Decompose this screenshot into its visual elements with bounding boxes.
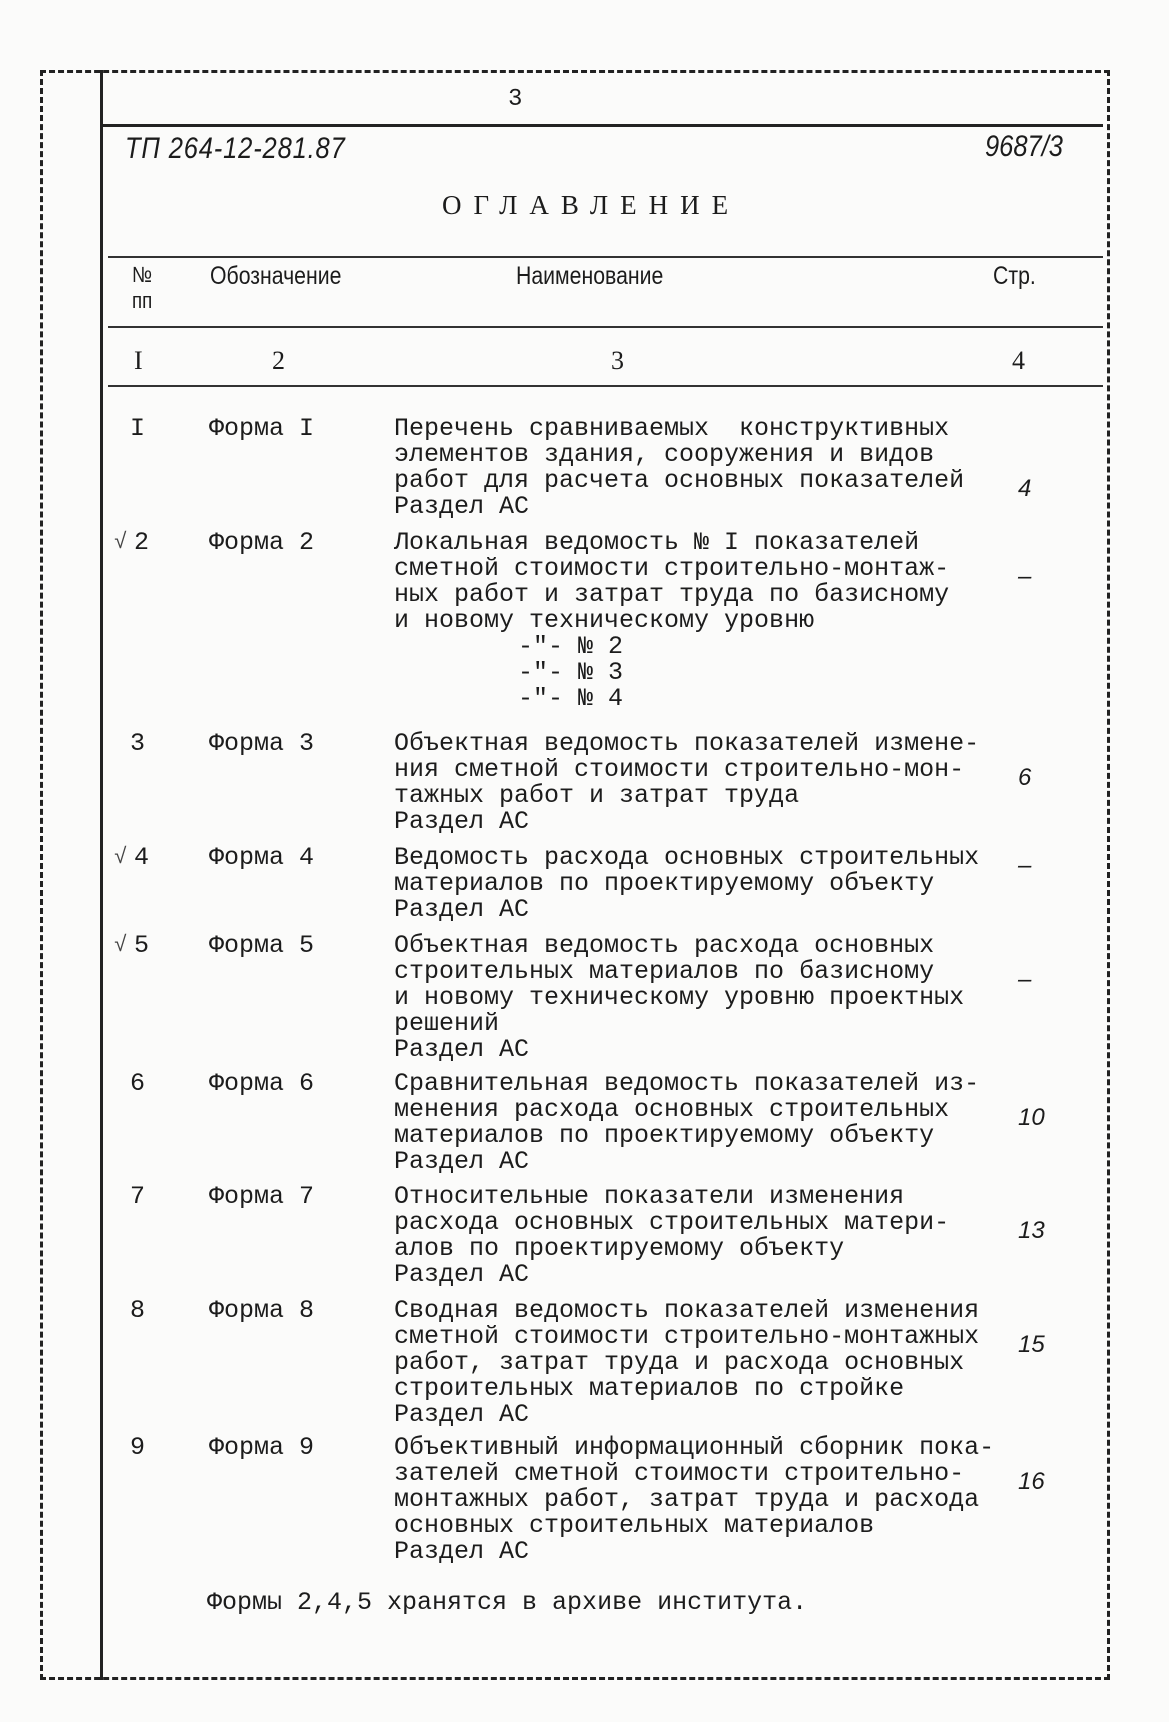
name-line: строительных материалов по стройке [394,1374,905,1403]
name-line: Раздел АС [394,1035,530,1064]
row-designation: Форма 4 [209,843,315,872]
name-line: Раздел АС [394,1147,530,1176]
header-bottom-rule [108,326,1103,328]
row-name [394,530,949,712]
name-line: сметной стоимости строительно-монтаж- [394,554,950,583]
row-page: 6 [1018,764,1032,791]
row-designation: Форма 2 [209,528,315,557]
row-name [394,416,964,520]
name-line: монтажных работ, затрат труда и расхода [394,1485,980,1514]
row-number: 4 [134,843,150,872]
page-number: 3 [508,86,523,113]
row-number: 8 [130,1296,146,1325]
row-page: 13 [1018,1217,1045,1244]
row-designation: Форма 3 [209,729,315,758]
name-line: работ для расчета основных показателей [394,466,965,495]
name-line: Объектная ведомость расхода основных [394,931,935,960]
name-line: Сводная ведомость показателей изменения [394,1296,980,1325]
name-line: решений [394,1009,500,1038]
checkmark-icon: √ [114,845,128,870]
row-designation: Форма 8 [209,1296,315,1325]
row-designation: Форма 5 [209,931,315,960]
header-num: № пп [132,262,153,313]
name-line: тажных работ и затрат труда [394,781,800,810]
name-line: Раздел АС [394,895,530,924]
column-number: I [134,346,143,375]
name-line: Перечень сравниваемых конструктивных [394,414,950,443]
name-line: алов по проектируемому объекту [394,1234,845,1263]
row-number: 6 [130,1069,146,1098]
name-line: расхода основных строительных матери- [394,1208,950,1237]
name-line: и новому техническому уровню проектных [394,983,965,1012]
name-line: элементов здания, сооружения и видов [394,440,935,469]
row-designation: Форма 7 [209,1182,315,1211]
row-name [394,1071,979,1175]
name-line: Сравнительная ведомость показателей из- [394,1069,980,1098]
name-line: ния сметной стоимости строительно-мон- [394,755,965,784]
table-top-rule [108,256,1103,258]
row-page: 10 [1018,1104,1045,1131]
row-name [394,1298,979,1428]
name-line: сметной стоимости строительно-монтажных [394,1322,980,1351]
column-number: 4 [1012,346,1025,375]
row-page: 16 [1018,1468,1045,1495]
name-line: Раздел АС [394,1537,530,1566]
ditto-line: -"- № 3 [518,658,624,687]
name-line: Относительные показатели изменения [394,1182,905,1211]
row-name [394,1184,949,1288]
name-line: основных строительных материалов [394,1511,875,1540]
sheet-reference: 9687/3 [985,130,1064,163]
checkmark-icon: √ [114,933,128,958]
row-designation: Форма 6 [209,1069,315,1098]
row-page: – [1018,563,1032,590]
name-line: зателей сметной стоимости строительно- [394,1459,965,1488]
name-line: работ, затрат труда и расхода основных [394,1348,965,1377]
name-line: Объективный информационный сборник пока- [394,1433,995,1462]
name-line: ных работ и затрат труда по базисному [394,580,950,609]
row-name [394,1435,994,1565]
row-designation: Форма I [209,414,315,443]
checkmark-icon: √ [114,530,128,555]
ditto-line: -"- № 4 [518,684,624,713]
row-number: 3 [130,729,146,758]
row-page: – [1018,966,1032,993]
header-rule [103,124,1103,127]
page-title: ОГЛАВЛЕНИЕ [442,190,741,220]
header-page: Стр. [993,262,1036,290]
name-line: Раздел АС [394,1400,530,1429]
name-line: Раздел АС [394,492,530,521]
binding-margin-line [100,70,103,1680]
document-code: ТП 264-12-281.87 [125,132,346,165]
row-page: 15 [1018,1331,1045,1358]
name-line: и новому техническому уровню [394,606,815,635]
name-line: Локальная ведомость № I показателей [394,528,920,557]
name-line: Раздел АС [394,807,530,836]
row-number: 2 [134,528,150,557]
header-name: Наименование [516,262,664,290]
name-line: материалов по проектируемому объекту [394,869,935,898]
row-page: 4 [1018,475,1032,502]
row-name [394,933,964,1063]
name-line: менения расхода основных строительных [394,1095,950,1124]
footer-note: Формы 2,4,5 хранятся в архиве института. [207,1588,808,1617]
name-line: Раздел АС [394,1260,530,1289]
row-number: 9 [130,1433,146,1462]
column-number: 2 [272,346,285,375]
row-number: 5 [134,931,150,960]
row-name [394,845,979,923]
ditto-line: -"- № 2 [518,632,624,661]
header-designation: Обозначение [210,262,342,290]
row-page: – [1018,852,1032,879]
name-line: Ведомость расхода основных строительных [394,843,980,872]
name-line: материалов по проектируемому объекту [394,1121,935,1150]
name-line: Объектная ведомость показателей измене- [394,729,980,758]
name-line: строительных материалов по базисному [394,957,935,986]
column-number-rule [108,385,1103,387]
row-designation: Форма 9 [209,1433,315,1462]
row-number: 7 [130,1182,146,1211]
row-name [394,731,979,835]
row-number: I [130,414,146,443]
column-number: 3 [611,346,624,375]
